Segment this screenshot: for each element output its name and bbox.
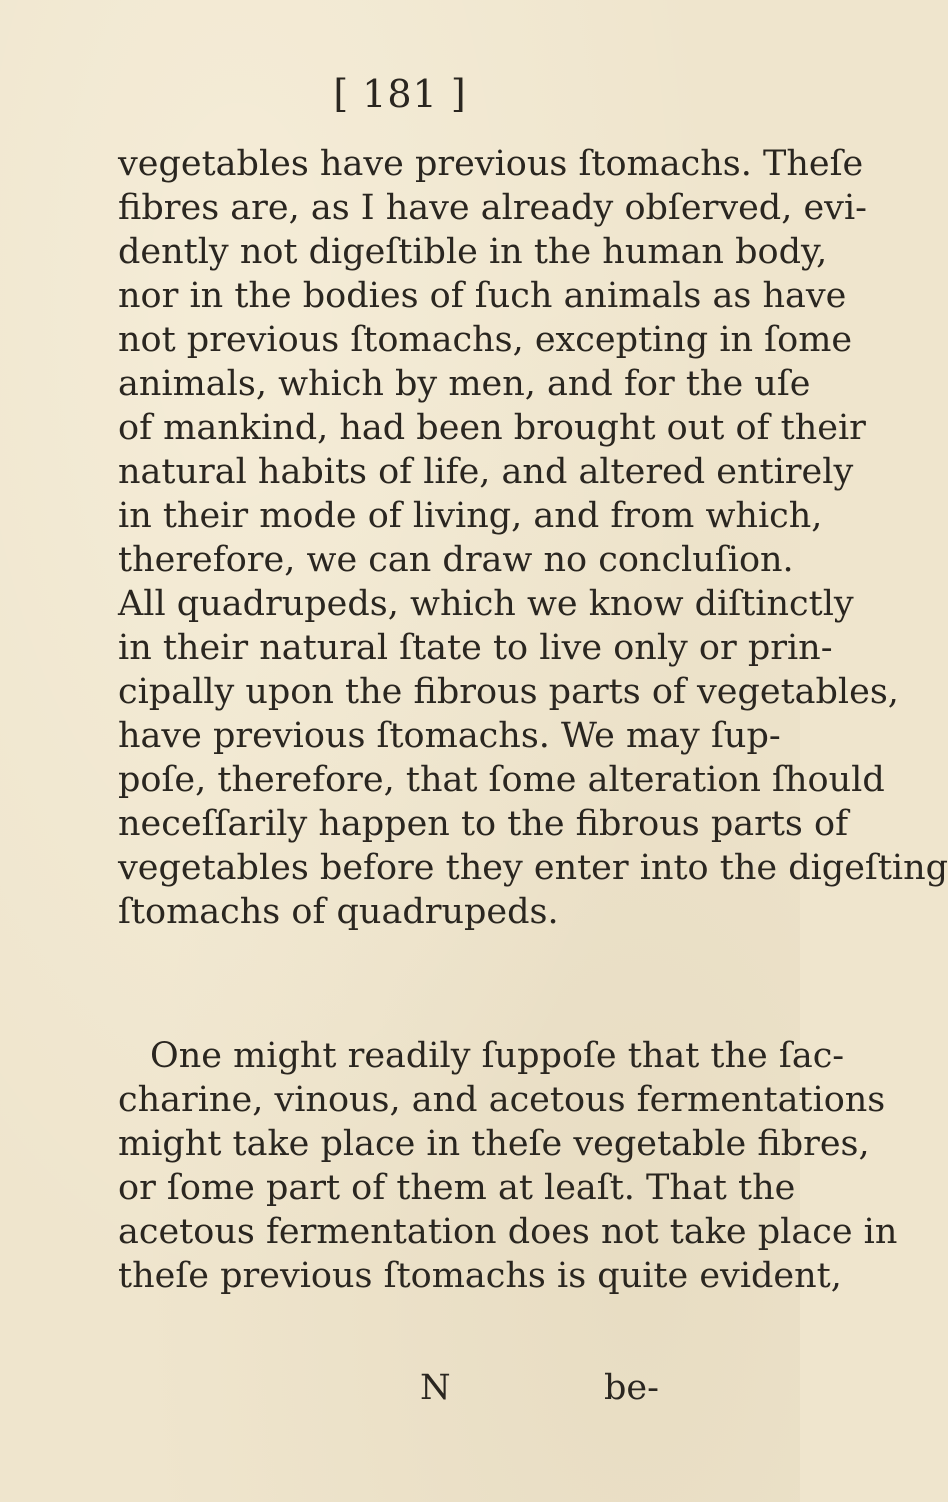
text-line: vegetables have previous ſtomachs. Theſe xyxy=(118,144,864,184)
text-line: vegetables before they enter into the digeſting xyxy=(118,848,948,888)
text-line: animals, which by men, and for the uſe xyxy=(118,364,811,404)
text-line: or ſome part of them at leaſt. That the xyxy=(118,1168,796,1208)
signature-mark: N xyxy=(420,1368,451,1408)
text-line: in their mode of living, and from which, xyxy=(118,496,823,536)
text-line: nor in the bodies of ſuch animals as have xyxy=(118,276,847,316)
text-line: ſtomachs of quadrupeds. xyxy=(118,892,559,932)
text-line: have previous ſtomachs. We may ſup- xyxy=(118,716,781,756)
catchword: be- xyxy=(604,1368,659,1408)
text-line: One might readily ſuppoſe that the ſac- xyxy=(150,1036,845,1076)
text-line: not previous ſtomachs, excepting in ſome xyxy=(118,320,853,360)
page-number-header: [ 181 ] xyxy=(333,72,467,116)
text-line: fibres are, as I have already obſerved, evi- xyxy=(118,188,867,228)
text-line: charine, vinous, and acetous fermentations xyxy=(118,1080,886,1120)
text-line: natural habits of life, and altered entirely xyxy=(118,452,854,492)
text-line: in their natural ſtate to live only or prin- xyxy=(118,628,833,668)
text-line: dently not digeſtible in the human body, xyxy=(118,232,828,272)
text-line: of mankind, had been brought out of their xyxy=(118,408,866,448)
text-line: cipally upon the fibrous parts of vegetables, xyxy=(118,672,899,712)
text-line: therefore, we can draw no concluſion. xyxy=(118,540,794,580)
text-line: poſe, therefore, that ſome alteration ſhould xyxy=(118,760,885,800)
text-line: acetous fermentation does not take place in xyxy=(118,1212,898,1252)
text-line: neceſſarily happen to the fibrous parts of xyxy=(118,804,849,844)
text-line: All quadrupeds, which we know diſtinctly xyxy=(118,584,854,624)
text-line: might take place in theſe vegetable fibres, xyxy=(118,1124,870,1164)
text-line: theſe previous ſtomachs is quite evident, xyxy=(118,1256,842,1296)
